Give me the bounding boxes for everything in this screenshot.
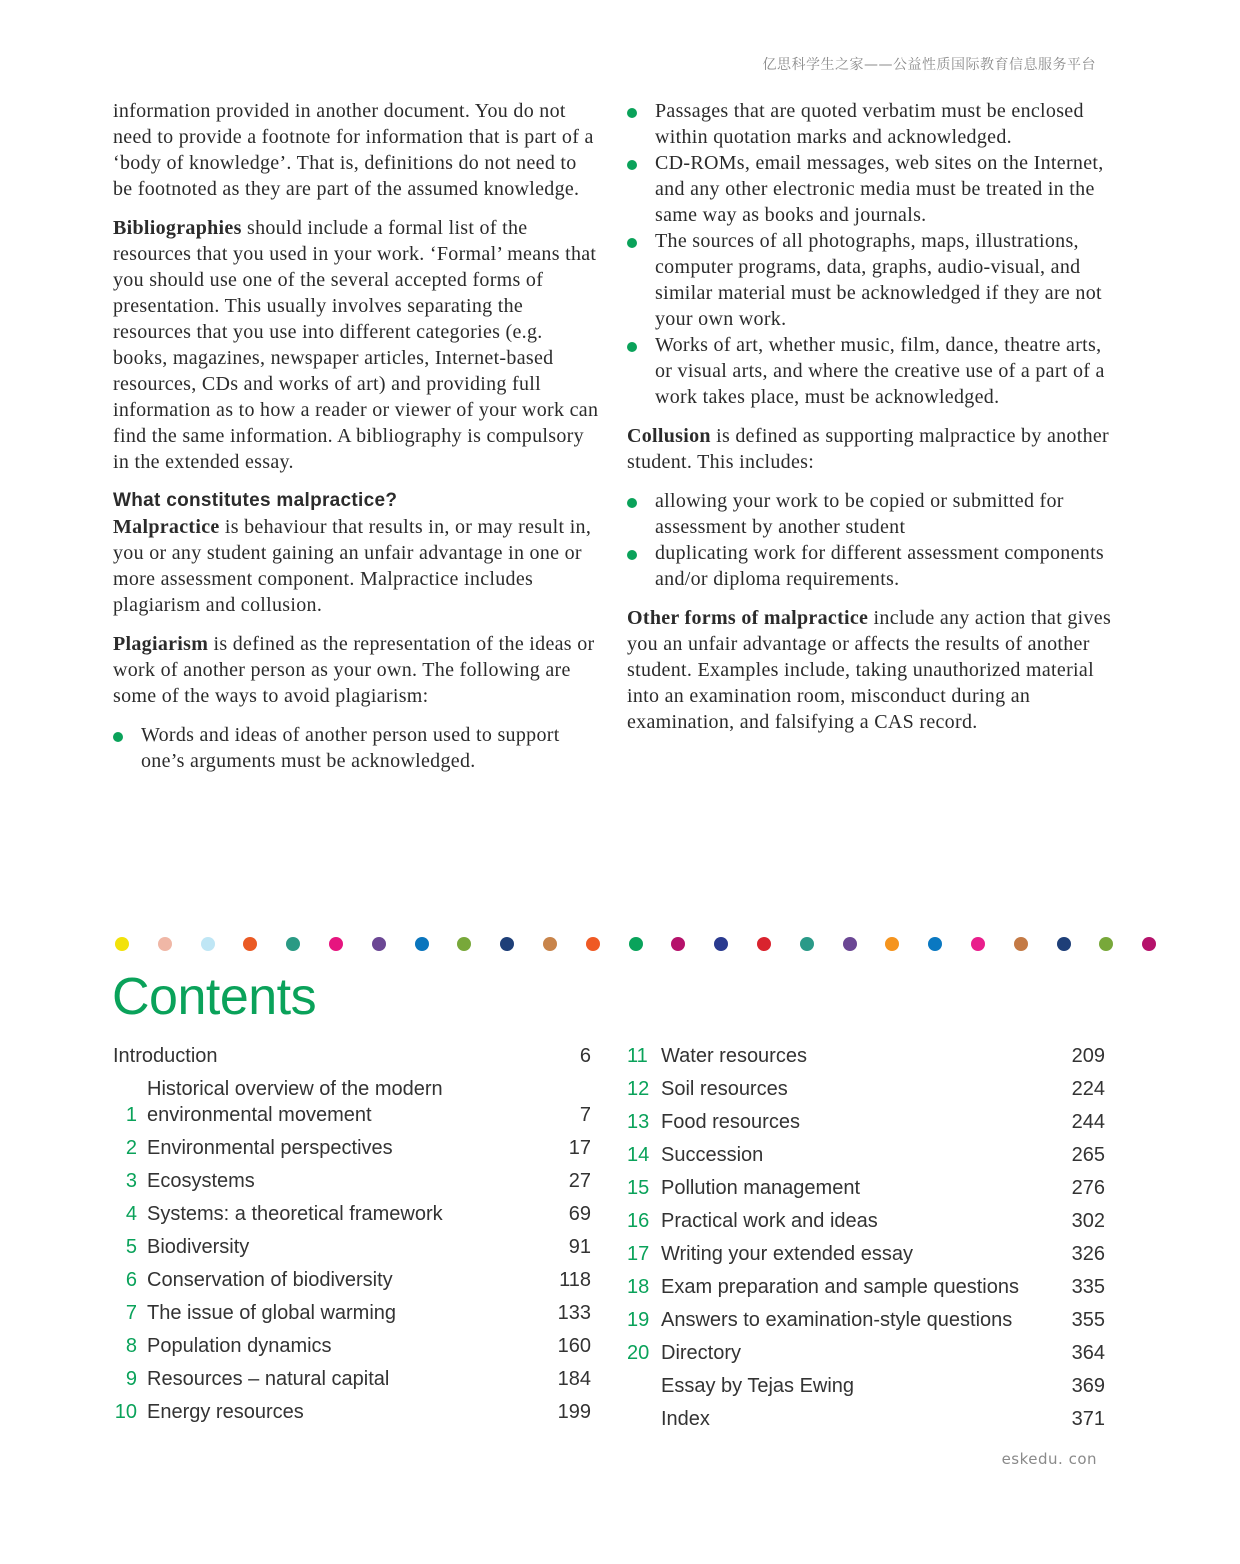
toc-entry-title: Water resources: [661, 1045, 807, 1067]
toc-entry-number: 12: [627, 1078, 650, 1100]
decorative-dot: [629, 937, 643, 951]
toc-entry-page: 133: [557, 1302, 591, 1324]
toc-entry-number: 2: [125, 1137, 137, 1159]
toc-entry-page: 69: [568, 1203, 591, 1225]
toc-entry-page: 224: [1071, 1078, 1105, 1100]
list-item: Words and ideas of another person used to support one’s arguments must be acknowledged.: [113, 722, 601, 774]
toc-entry[interactable]: [113, 1076, 591, 1128]
toc-entry[interactable]: [113, 1399, 591, 1425]
toc-entry-number: 18: [627, 1276, 650, 1298]
toc-entry[interactable]: [113, 1300, 591, 1326]
left-text-column: [113, 98, 601, 787]
toc-entry-title: Conservation of biodiversity: [147, 1269, 393, 1291]
toc-entry-number: 11: [627, 1045, 648, 1067]
term: Other forms of malpractice: [627, 607, 869, 629]
decorative-dot: [415, 937, 429, 951]
paragraph-text: is defined as supporting malpractice by another student. This includes:: [627, 425, 1110, 473]
toc-entry[interactable]: [627, 1340, 1105, 1366]
paragraph-collusion: [627, 423, 1117, 475]
toc-entry-page: 91: [568, 1236, 591, 1258]
toc-entry[interactable]: [627, 1109, 1105, 1135]
decorative-dot: [714, 937, 728, 951]
toc-entry-page: 265: [1071, 1144, 1105, 1166]
toc-entry[interactable]: [627, 1307, 1105, 1333]
toc-entry-title: Energy resources: [147, 1401, 304, 1423]
decorative-dot: [500, 937, 514, 951]
bullet-list: [627, 98, 1117, 410]
toc-entry-title: Directory: [661, 1342, 742, 1364]
toc-entry-number: 4: [125, 1203, 137, 1225]
decorative-dot: [158, 937, 172, 951]
toc-entry-title: Practical work and ideas: [661, 1210, 878, 1232]
toc-entry[interactable]: [113, 1333, 591, 1359]
toc-entry-title: Index: [661, 1408, 710, 1430]
toc-entry-page: 244: [1071, 1111, 1105, 1133]
decorative-dot: [286, 937, 300, 951]
right-text-column: [627, 98, 1117, 748]
term: Malpractice: [113, 516, 220, 538]
toc-entry-page: 355: [1071, 1309, 1105, 1331]
decorative-dot: [971, 937, 985, 951]
decorative-dot: [1099, 937, 1113, 951]
toc-entry-number: 20: [627, 1342, 650, 1364]
paragraph-text: is behaviour that results in, or may result in, you or any student gaining an unfair advantage in one or more assessment component. Malpractice includes plagiarism and collusion.: [113, 516, 592, 616]
bullet-list: [627, 488, 1117, 592]
toc-entry-number: 6: [125, 1269, 137, 1291]
toc-entry[interactable]: [113, 1234, 591, 1260]
paragraph-text: include any action that gives you an unfair advantage or affects the results of another student. Examples include, taking unauthorized material into an examination room, misconduct during an examination, and falsifying a CAS record.: [627, 607, 1112, 733]
toc-entry-title: Succession: [661, 1144, 764, 1166]
toc-entry-number: 8: [125, 1335, 137, 1357]
toc-entry-title: Food resources: [661, 1111, 800, 1133]
toc-entry[interactable]: [627, 1175, 1105, 1201]
list-item: duplicating work for different assessment components and/or diploma requirements.: [627, 540, 1117, 592]
toc-entry-title: Population dynamics: [147, 1335, 332, 1357]
decorative-dot: [1142, 937, 1156, 951]
decorative-dot: [457, 937, 471, 951]
toc-entry-page: 17: [568, 1137, 591, 1159]
toc-entry-title: Resources – natural capital: [147, 1368, 390, 1390]
toc-entry-page: 371: [1071, 1408, 1105, 1430]
toc-entry-title: Introduction: [113, 1045, 218, 1067]
toc-entry-number: 10: [114, 1401, 137, 1423]
decorative-dot: [757, 937, 771, 951]
toc-entry[interactable]: [113, 1267, 591, 1293]
toc-entry[interactable]: [113, 1135, 591, 1161]
paragraph-text: is defined as the representation of the ideas or work of another person as your own. The following are some of the ways to avoid plagiarism:: [113, 633, 595, 707]
list-item: allowing your work to be copied or submitted for assessment by another student: [627, 488, 1117, 540]
paragraph-text: should include a formal list of the resources that you used in your work. ‘Formal’ means that you should use one of the several accepted forms of presentation. This usually involves separating the resources that you use into different categories (e.g. books, magazines, newspaper articles, Internet-based resources, CDs and works of art) and providing full information as to how a reader or viewer of your work can find the same information. A bibliography is compulsory in the extended essay.: [113, 217, 599, 473]
toc-entry-title: Environmental perspectives: [147, 1137, 393, 1159]
toc-entry-title: Soil resources: [661, 1078, 788, 1100]
toc-entry-page: 184: [557, 1368, 591, 1390]
header-watermark: 亿思科学生之家——公益性质国际教育信息服务平台: [762, 57, 1096, 73]
toc-entry-number: 7: [125, 1302, 137, 1324]
toc-entry-title: Biodiversity: [147, 1236, 250, 1258]
contents-list-right: [627, 1043, 1105, 1439]
toc-entry-title: Exam preparation and sample questions: [661, 1276, 1019, 1298]
section-subheading: What constitutes malpractice?: [113, 490, 398, 511]
toc-entry-number: 13: [627, 1111, 650, 1133]
toc-entry-title: Answers to examination-style questions: [661, 1309, 1013, 1331]
toc-entry[interactable]: [627, 1142, 1105, 1168]
toc-entry-title: Ecosystems: [147, 1170, 255, 1192]
toc-entry-title: Systems: a theoretical framework: [147, 1203, 443, 1225]
toc-entry-page: 364: [1071, 1342, 1105, 1364]
toc-entry[interactable]: [113, 1201, 591, 1227]
term: Collusion: [627, 425, 711, 447]
paragraph-plagiarism: [113, 631, 601, 709]
toc-entry-page: 160: [557, 1335, 591, 1357]
toc-entry-page: 199: [557, 1401, 591, 1423]
decorative-dot: [800, 937, 814, 951]
toc-entry-page: 118: [559, 1269, 591, 1291]
footer-watermark: eskedu. con: [1001, 1450, 1097, 1468]
toc-entry[interactable]: [627, 1208, 1105, 1234]
toc-entry-page: 335: [1071, 1276, 1105, 1298]
toc-entry-number: 16: [627, 1210, 650, 1232]
toc-entry[interactable]: [113, 1168, 591, 1194]
term: Plagiarism: [113, 633, 209, 655]
toc-entry-introduction[interactable]: [113, 1043, 591, 1069]
toc-entry-number: 14: [627, 1144, 650, 1166]
toc-entry-number: 5: [125, 1236, 137, 1258]
list-item: Works of art, whether music, film, dance, theatre arts, or visual arts, and where the creative use of a part of a work takes place, must be acknowledged.: [627, 332, 1117, 410]
toc-entry-page: 302: [1071, 1210, 1105, 1232]
toc-entry-title: Writing your extended essay: [661, 1243, 913, 1265]
decorative-dot: [329, 937, 343, 951]
decorative-dot: [372, 937, 386, 951]
toc-entry-number: 19: [627, 1309, 650, 1331]
decorative-dot: [671, 937, 685, 951]
decorative-dot: [586, 937, 600, 951]
contents-list-left: [113, 1043, 591, 1432]
toc-entry-title: Historical overview of the modern environmental movement: [147, 1078, 443, 1126]
decorative-dot: [843, 937, 857, 951]
toc-entry-number: 1: [125, 1104, 137, 1126]
toc-entry[interactable]: [627, 1406, 1105, 1432]
toc-entry-number: 15: [627, 1177, 650, 1199]
toc-entry-number: 17: [627, 1243, 650, 1265]
list-item: CD-ROMs, email messages, web sites on the Internet, and any other electronic media must be treated in the same way as books and journals.: [627, 150, 1117, 228]
toc-entry-page: 369: [1071, 1375, 1105, 1397]
paragraph-malpractice: [113, 514, 601, 618]
list-item: The sources of all photographs, maps, illustrations, computer programs, data, graphs, audio-visual, and similar material must be acknowledged if they are not your own work.: [627, 228, 1117, 332]
paragraph: information provided in another document. You do not need to provide a footnote for information that is part of a ‘body of knowledge’. That is, definitions do not need to be footnoted as they are part of the assumed knowledge.: [113, 100, 594, 200]
decorative-dot-row: [115, 937, 1160, 953]
term: Bibliographies: [113, 217, 242, 239]
decorative-dot: [1057, 937, 1071, 951]
toc-entry-title: Pollution management: [661, 1177, 861, 1199]
toc-entry-page: 209: [1071, 1045, 1105, 1067]
toc-entry-page: 276: [1071, 1177, 1105, 1199]
paragraph-other-malpractice: [627, 605, 1117, 735]
toc-entry[interactable]: [627, 1274, 1105, 1300]
toc-entry[interactable]: [627, 1241, 1105, 1267]
toc-entry-page: 27: [568, 1170, 591, 1192]
toc-entry-page: 326: [1071, 1243, 1105, 1265]
toc-entry-number: 3: [125, 1170, 137, 1192]
toc-entry[interactable]: [627, 1076, 1105, 1102]
decorative-dot: [885, 937, 899, 951]
decorative-dot: [115, 937, 129, 951]
list-item: Passages that are quoted verbatim must be enclosed within quotation marks and acknowledged.: [627, 98, 1117, 150]
contents-heading: Contents: [112, 968, 317, 1026]
decorative-dot: [543, 937, 557, 951]
decorative-dot: [243, 937, 257, 951]
bullet-list: [113, 722, 601, 774]
toc-entry-page: 7: [579, 1104, 591, 1126]
toc-entry-page: 6: [579, 1045, 591, 1067]
toc-entry-title: Essay by Tejas Ewing: [661, 1375, 855, 1397]
paragraph-bibliographies: [113, 215, 601, 475]
toc-entry-title: The issue of global warming: [147, 1302, 397, 1324]
toc-entry[interactable]: [627, 1043, 1105, 1069]
toc-entry[interactable]: [113, 1366, 591, 1392]
decorative-dot: [201, 937, 215, 951]
decorative-dot: [928, 937, 942, 951]
decorative-dot: [1014, 937, 1028, 951]
toc-entry[interactable]: [627, 1373, 1105, 1399]
toc-entry-number: 9: [125, 1368, 137, 1390]
